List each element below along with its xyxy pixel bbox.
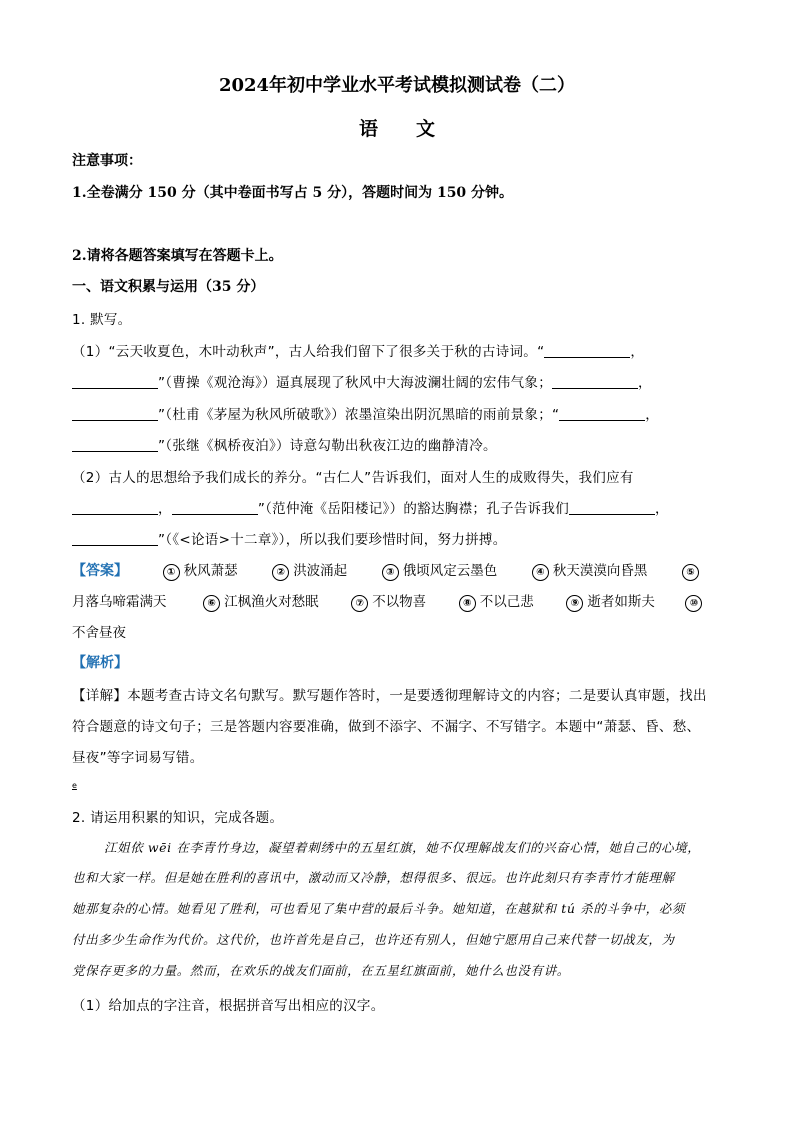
answer-item: 俄顷风定云墨色 [402,563,498,579]
answer-item: 不舍昼夜 [72,625,126,641]
answer-label: 【答案】 [72,563,128,579]
analysis-line-1: 【详解】本题考查古诗文名句默写。默写题作答时，一是要透彻理解诗文的内容；二是要认真审题，找出 [72,688,707,704]
answer-item: 月落乌啼霜满天 [72,594,167,610]
answer-item: 秋风萧瑟 [183,563,238,579]
q1-part2-line1: （2）古人的思想给予我们成长的养分。“古仁人”告诉我们，面对人生的成败得失，我们应有 [72,470,634,486]
answer-number: ⑧ [459,595,476,612]
answer-number: ③ [382,564,399,581]
answer-number: ⑤ [682,564,699,581]
answer-number: ⑥ [203,595,220,612]
answer-row-1 [72,559,703,581]
answer-blank[interactable] [72,437,158,452]
q1-part1-line4: ”（张继《枫桥夜泊》）诗意勾勒出秋夜江边的幽静清冷。 [72,434,497,454]
small-mark: e [72,781,77,790]
question-1-label: 1. 默写。 [72,312,132,328]
answer-blank[interactable] [172,500,258,515]
q1-part1-line3: ”（杜甫《茅屋为秋风所破歌》）浓墨渲染出阴沉黑暗的雨前景象；“ ， [72,403,659,423]
passage-line-5: 党保存更多的力量。然而，在欢乐的战友们面前，在五星红旗面前，她什么也没有讲。 [72,963,570,978]
notice-heading: 注意事项： [72,153,142,169]
answer-blank[interactable] [72,406,158,421]
q2-sub1: （1）给加点的字注音，根据拼音写出相应的汉字。 [72,998,385,1014]
analysis-line-3: 昼夜”等字词易写错。 [72,750,204,766]
answer-row-2 [72,590,706,612]
answer-item: 逝者如斯夫 [587,594,655,610]
answer-blank[interactable] [72,374,158,389]
subject-title: 语 文 [358,118,435,140]
analysis-line-2: 符合题意的诗文句子；三是答题内容要准确，做到不添字、不漏字、不写错字。本题中“萧瑟、昏、愁、 [72,719,701,735]
answer-item: 江枫渔火对愁眠 [224,594,319,610]
answer-blank[interactable] [552,374,638,389]
answer-row-3 [72,621,126,641]
answer-blank[interactable] [569,500,655,515]
q1-part1-line1: （1）“云天收夏色，木叶动秋声”，古人给我们留下了很多关于秋的古诗词。“ ， [72,344,645,360]
answer-number: ⑨ [566,595,583,612]
answer-blank[interactable] [72,531,158,546]
answer-item: 不以物喜 [372,594,427,610]
answer-number: ② [272,564,289,581]
answer-item: 秋天漠漠向昏黑 [552,563,648,579]
section-heading: 一、语文积累与运用（35 分） [72,279,265,295]
notice-item-1: 1.全卷满分 150 分（其中卷面书写占 5 分），答题时间为 150 分钟。 [72,185,514,201]
answer-number: ① [163,564,180,581]
answer-number: ⑦ [351,595,368,612]
analysis-label: 【解析】 [72,655,128,671]
answer-number: ④ [532,564,549,581]
passage-line-4: 付出多少生命作为代价。这代价，也许首先是自己，也许还有别人，但她宁愿用自己来代替一切战友，为 [72,932,675,947]
passage-line-3: 她那复杂的心情。她看见了胜利，可也看见了集中营的最后斗争。她知道，在越狱和 tú 杀的斗争中，必须 [72,901,685,916]
passage-line-1: 江姐依 wēi 在李青竹身边，凝望着刺绣中的五星红旗，她不仅理解战友们的兴奋心情，她自己的心境， [104,840,701,855]
answer-blank[interactable] [544,343,630,358]
q1-part2-line3: ”（《<论语>十二章》），所以我们要珍惜时间，努力拼搏。 [72,528,507,548]
notice-item-2: 2.请将各题答案填写在答题卡上。 [72,248,283,264]
q1-part1-line2: ”（曹操《观沧海》）逼真展现了秋风中大海波澜壮阔的宏伟气象； ， [72,371,652,391]
q1-part2-line2: ， ”（范仲淹《岳阳楼记》）的豁达胸襟；孔子告诉我们 ， [72,497,669,517]
answer-item: 洪波涌起 [293,563,348,579]
answer-number: ⑩ [685,595,702,612]
answer-blank[interactable] [559,406,645,421]
passage-line-2: 也和大家一样。但是她在胜利的喜讯中，激动而又冷静，想得很多、很远。也许此刻只有李青竹才能理解 [72,870,675,885]
question-2-label: 2. 请运用积累的知识，完成各题。 [72,810,284,826]
exam-title: 2024年初中学业水平考试模拟测试卷（二） [218,75,576,96]
answer-item: 不以己悲 [479,594,534,610]
answer-blank[interactable] [72,500,158,515]
